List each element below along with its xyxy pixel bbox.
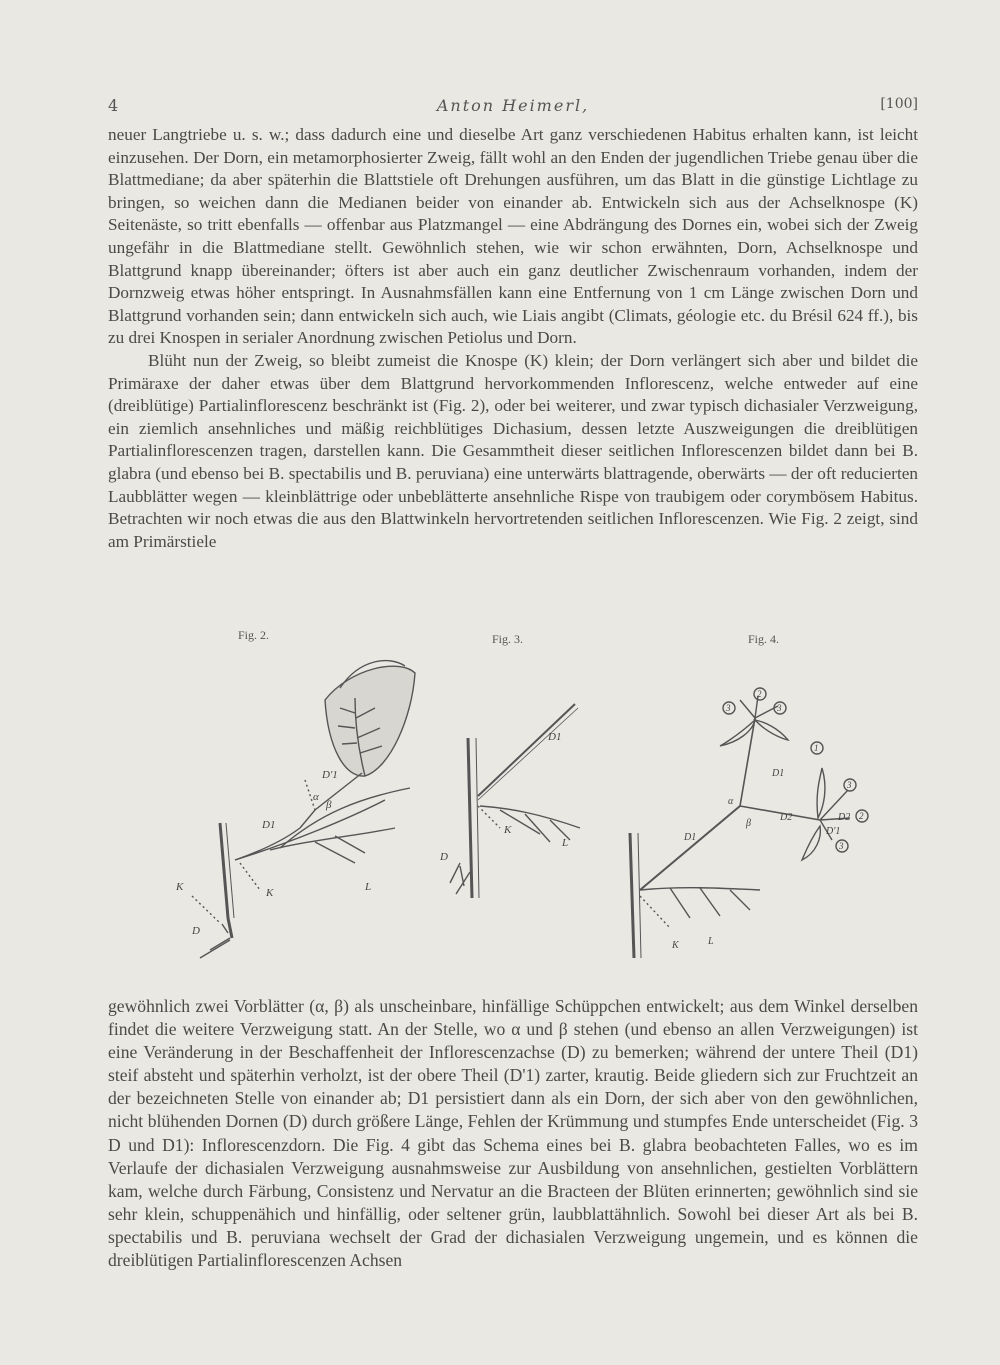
label-d2-prime: D2 <box>838 812 851 823</box>
label-alpha: α <box>313 791 319 803</box>
paragraph: gewöhnlich zwei Vorblätter (α, β) als unscheinbare, hinfällige Schüppchen entwickelt; aus dem Winkel derselben findet die weitere Verzweigung statt. An der Stelle, wo α und β stehen (und ebenso an allen Verzweigungen) ist eine Veränderung in der Beschaffenheit der Inflorescenzachse (D) zu bemerken; während der untere Theil (D1) steif absteht und späterhin verholzt, ist der obere Theil (D'1) zarter, krautig. Beide gliedern sich zur Fruchtzeit an der bezeichneten Stelle von einander ab; D1 persistiert dann als ein Dorn, der sich aber von den gewöhnlichen, nicht blühenden Dornen (D) durch größere Länge, Fehlen der Krümmung und stumpfes Ende unterscheidet (Fig. 3 D und D1): Inflorescenzdorn. Die Fig. 4 gibt das Schema eines bei B. glabra beobachteten Falles, wo es im Verlaufe der dichasialen Verzweigung ausnahmsweise zur Ausbildung von ansehnlichen, gestielten Vorblättern kam, welche durch Färbung, Consistenz und Nervatur an die Bracteen der Blüten erinnerten; gewöhnlich sind sie sehr klein, schuppenähich und hinfällig, oder seltener grün, laubblattähnlich. Sowohl bei dieser Art als bei B. spectabilis und B. peruviana wechselt der Grad der dichasialen Verzweigung ungemein, und es können die dreiblütigen Partialinflorescenzen Achsen <box>108 996 918 1271</box>
umbel-number: 3 <box>847 780 852 790</box>
umbel-number: 3 <box>777 703 782 713</box>
label-d2: D2 <box>780 812 793 823</box>
label-k-right: K <box>266 887 274 899</box>
figure-caption: Fig. 2. <box>238 628 270 642</box>
label-d: D <box>192 925 200 937</box>
label-d1-lower: D1 <box>684 832 697 843</box>
figure-2 <box>150 628 420 968</box>
label-d1-prime: D'1 <box>322 769 338 781</box>
running-title: Anton Heimerl, <box>436 96 590 115</box>
label-l: L <box>365 881 372 893</box>
umbel-number: 3 <box>839 841 844 851</box>
body-text-top <box>108 124 918 553</box>
label-l: L <box>562 837 569 849</box>
figure-4 <box>610 628 890 968</box>
label-k: K <box>672 940 679 951</box>
figure-3-drawing <box>430 628 590 908</box>
label-d1: D1 <box>262 819 276 831</box>
label-d1-upper: D1 <box>772 768 785 779</box>
umbel-number: 3 <box>726 703 731 713</box>
body-text-bottom <box>108 995 918 1272</box>
label-k: K <box>504 824 512 836</box>
page-number: 4 <box>108 96 119 115</box>
umbel-number: 1 <box>814 743 819 753</box>
label-l: L <box>708 936 714 947</box>
label-alpha: α <box>728 796 734 807</box>
label-beta: β <box>746 818 751 829</box>
figure-caption: Fig. 4. <box>748 632 780 646</box>
figure-2-drawing <box>150 628 420 968</box>
label-d1: D1 <box>548 731 562 743</box>
paragraph: neuer Langtriebe u. s. w.; dass dadurch eine und dieselbe Art ganz verschiedenen Habitus erhalten kann, ist leicht einzusehen. Der Dorn, ein metamorphosierter Zweig, fällt wohl an den Enden der jugendlichen Triebe genau über die Blattmediane; da aber späterhin die Blattstiele oft Drehungen ausführen, um das Blatt in die günstige Lichtlage zu bringen, so weichen dann die Medianen beider von einander ab. Entwickeln sich aus der Achselknospe (K) Seitenäste, so tritt ebenfalls — offenbar aus Platzmangel — eine Abdrängung des Dornes ein, wobei sich der Zweig ungefähr in die Blattmediane stellt. Gewöhnlich stehen, wie wir schon erwähnten, Dorn, Achselknospe und Blattgrund knapp übereinander; öfters ist aber auch ein ganz deutlicher Zwischenraum vorhanden, indem der Dornzweig etwas höher entspringt. In Ausnahmsfällen kann eine Entfernung von 1 cm Länge zwischen Dorn und Blattgrund vorhanden sein; dann entwickeln sich auch, wie Liais angibt (Climats, géologie etc. du Brésil 624 ff.), bis zu drei Knospen in serialer Anordnung zwischen Petiolus und Dorn. <box>108 125 918 348</box>
label-beta: β <box>326 799 332 811</box>
label-d1-prime: D'1 <box>826 826 841 837</box>
label-k-left: K <box>176 881 184 893</box>
paragraph: Blüht nun der Zweig, so bleibt zumeist die Knospe (K) klein; der Dorn verlängert sich aber und bildet die Primäraxe der daher etwas über dem Blattgrund hervorkommenden Inflorescenz, welche entweder auf eine (dreiblütige) Partialinflorescenz beschränkt ist (Fig. 2), oder bei weiterer, und zwar typisch dichasialer Verzweigung, ein ziemlich ansehnliches und mäßig reichblütiges Dichasium, dessen letzte Auszweigungen die dreiblütigen Partialinflorescenzen tragen, darstellen kann. Die Gesammtheit dieser seitlichen Inflorescenzen bildet dann bei B. glabra (und ebenso bei B. spectabilis und B. peruviana) eine unterwärts blattragende, oberwärts — der oft reducierten Laubblätter wegen — kleinblättrige oder unbeblätterte ansehnliche Rispe von traubigem oder corymbösem Habitus. Betrachten wir noch etwas die aus den Blattwinkeln hervortretenden seitlichen Inflorescenzen. Wie Fig. 2 zeigt, sind am Primärstiele <box>108 350 918 551</box>
umbel-number: 2 <box>757 689 762 699</box>
original-page-number: [100] <box>880 96 918 112</box>
running-head <box>108 96 918 120</box>
figure-3 <box>430 628 590 908</box>
figure-4-drawing <box>610 628 890 968</box>
umbel-number: 2 <box>859 811 864 821</box>
label-d: D <box>440 851 448 863</box>
figure-caption: Fig. 3. <box>492 632 524 646</box>
